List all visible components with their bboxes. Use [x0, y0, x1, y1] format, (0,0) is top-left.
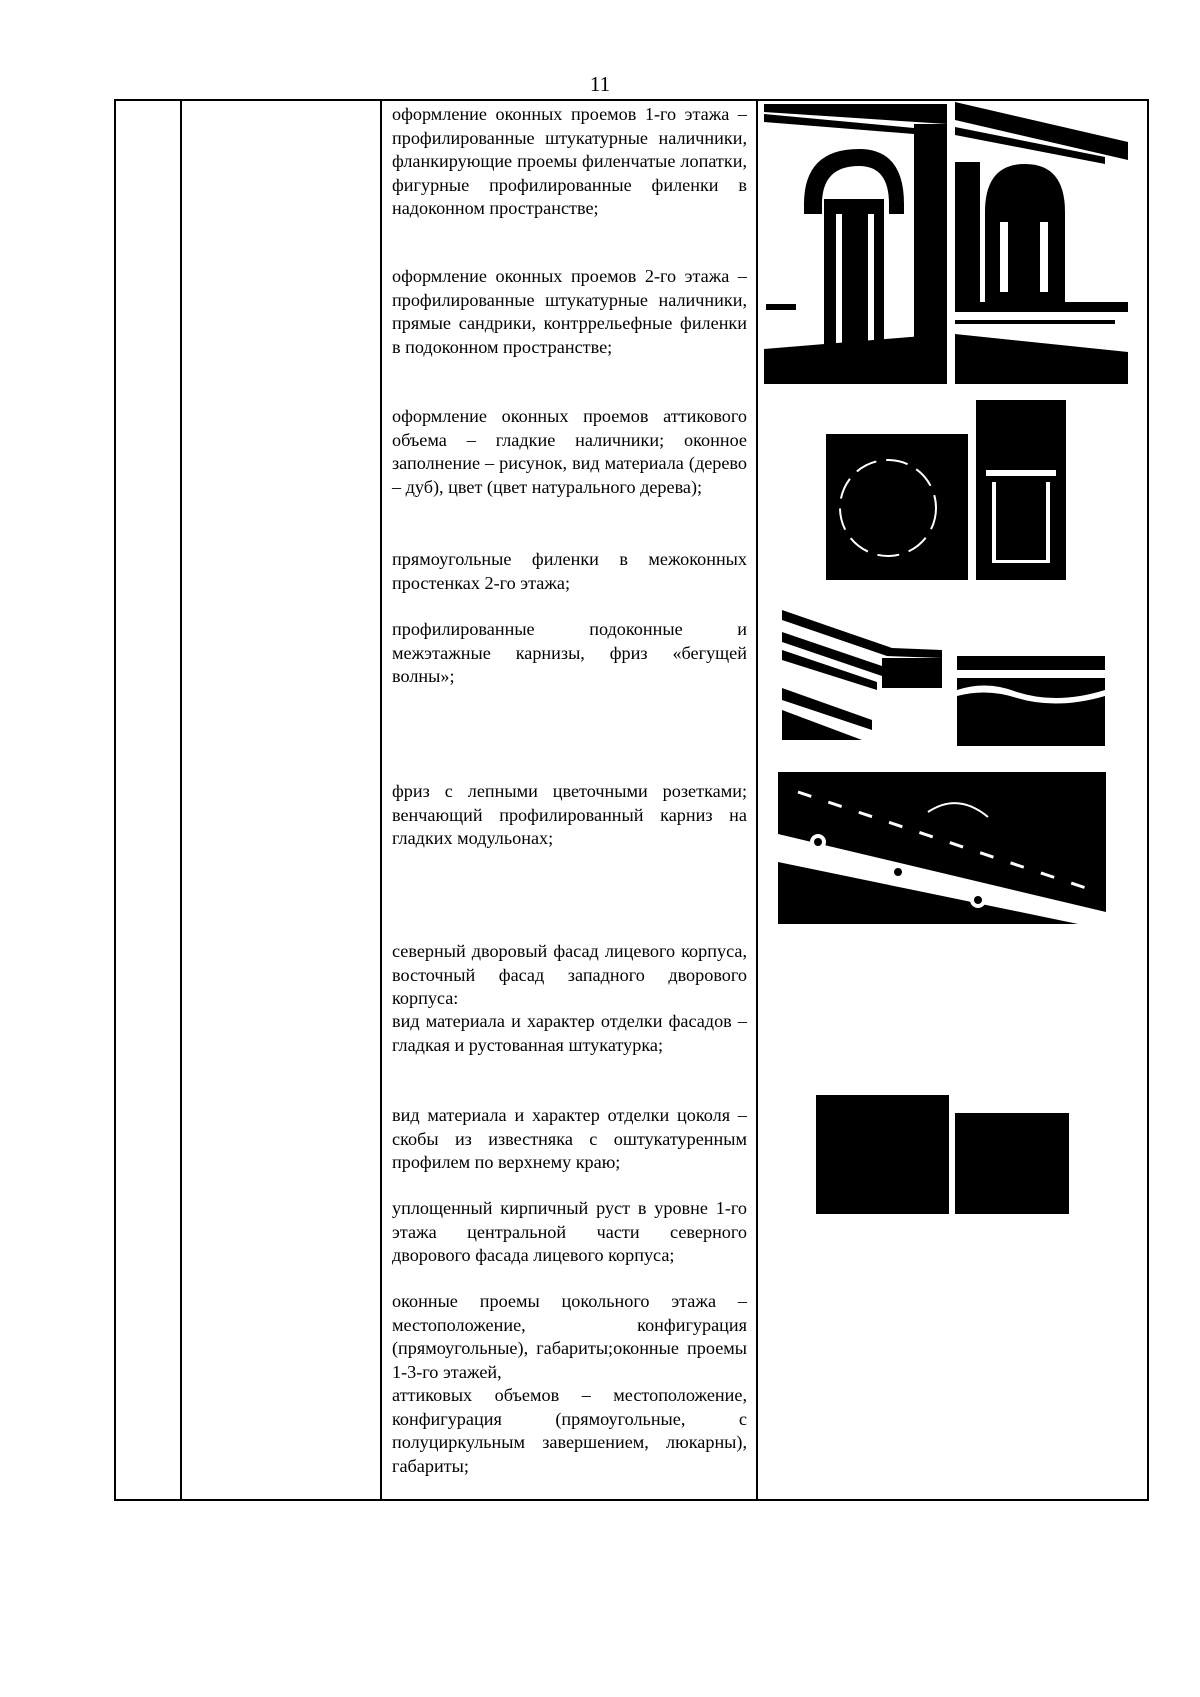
- paragraph-facade-finish: вид материала и характер отделки фасадов – гладкая и рустованная штукатурка;: [392, 1011, 747, 1055]
- photo-cornices: [782, 610, 942, 746]
- column-divider-2: [380, 99, 382, 1501]
- paragraph-brick-rustication: уплощенный кирпичный руст в уровне 1-го этажа центральной части северного дворового фасада лицевого корпуса;: [392, 1198, 747, 1265]
- photo-rosette-frieze: [778, 772, 1106, 924]
- photo-window-2nd-floor: [955, 102, 1128, 384]
- photo-round-attic-window: [826, 424, 968, 580]
- column-divider-3: [756, 99, 758, 1501]
- photo-wave-frieze: [957, 650, 1105, 746]
- paragraph-north-facade: северный дворовый фасад лицевого корпуса, восточный фасад западного дворового корпуса:: [392, 941, 747, 1008]
- photo-plinth-left: [816, 1095, 949, 1214]
- paragraph-openings: оконные проемы цокольного этажа – местоположение, конфигурация (прямоугольные), габариты;оконные проемы 1-3-го этажей,: [392, 1291, 747, 1382]
- photo-window-1st-floor: [764, 104, 947, 384]
- photo-attic-window: [976, 400, 1066, 580]
- paragraph-window-1st-floor: оформление оконных проемов 1-го этажа – профилированные штукатурные наличники, фланкирующие проемы филенчатые лопатки, фигурные профилированные филенки в надоконном пространстве;: [392, 104, 747, 218]
- paragraph-cornices: профилированные подоконные и межэтажные карнизы, фриз «бегущей волны»;: [392, 619, 747, 686]
- photo-plinth-right: [955, 1113, 1069, 1214]
- paragraph-attic-openings: аттиковых объемов – местоположение, конфигурация (прямоугольные, с полуциркульным завершением, люкарны), габариты;: [392, 1385, 747, 1476]
- paragraph-window-2nd-floor: оформление оконных проемов 2-го этажа – профилированные штукатурные наличники, прямые сандрики, контррельефные филенки в подоконном пространстве;: [392, 266, 747, 357]
- paragraph-plinth: вид материала и характер отделки цоколя – скобы из известняка с оштукатуренным профилем по верхнему краю;: [392, 1105, 747, 1172]
- paragraph-panels: прямоугольные филенки в межоконных простенках 2-го этажа;: [392, 549, 747, 593]
- page-number: 11: [589, 72, 611, 96]
- column-divider-1: [180, 99, 182, 1501]
- paragraph-frieze: фриз с лепными цветочными розетками; венчающий профилированный карниз на гладких модульонах;: [392, 781, 747, 848]
- paragraph-attic-windows: оформление оконных проемов аттикового объема – гладкие наличники; оконное заполнение – рисунок, вид материала (дерево – дуб), цвет (цвет натурального дерева);: [392, 406, 747, 497]
